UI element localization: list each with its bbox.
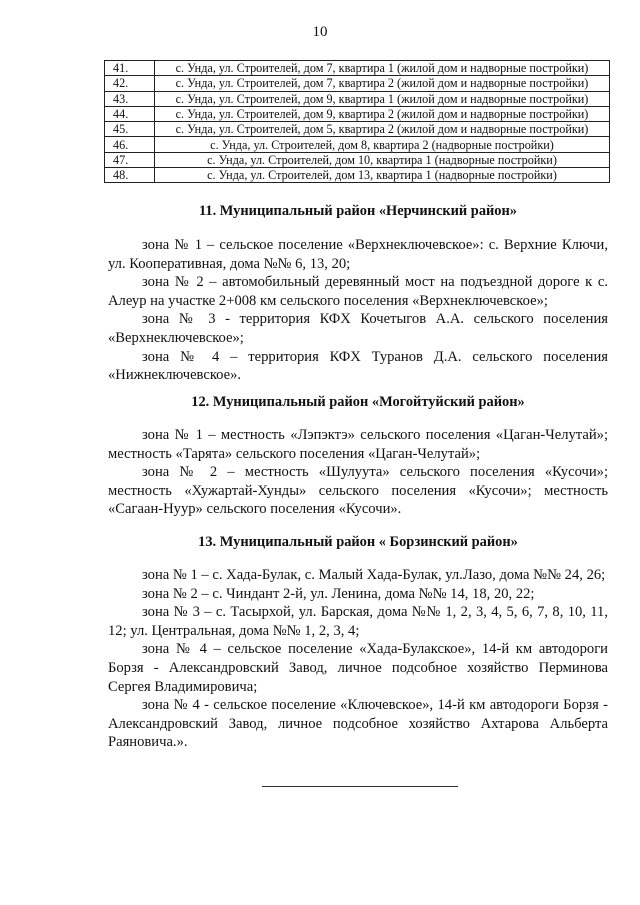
table-row (105, 152, 610, 167)
row-number: 44. (105, 106, 155, 121)
section-13 (108, 533, 608, 551)
zone-paragraph: зона № 2 – местность «Шулуута» сельского поселения «Кусочи»; местность «Хужартай-Хунды» сельского поселения «Кусочи»; местность «Сагаан-Нуур» сельского поселения «Кусочи». (108, 464, 608, 518)
row-address: с. Унда, ул. Строителей, дом 5, квартира 2 (жилой дом и надворные постройки) (155, 122, 610, 137)
zone-paragraph: зона № 4 – территория КФХ Туранов Д.А. сельского поселения «Нижнеключевское». (108, 348, 608, 384)
page-number: 10 (312, 24, 328, 40)
section-heading: 11. Муниципальный район «Нерчинский район» (199, 203, 517, 219)
section-heading: 12. Муниципальный район «Могойтуйский район» (191, 394, 525, 410)
row-address: с. Унда, ул. Строителей, дом 13, квартира 1 (надворные постройки) (155, 168, 610, 183)
row-number: 47. (105, 152, 155, 167)
row-address: с. Унда, ул. Строителей, дом 10, квартира 1 (надворные постройки) (155, 152, 610, 167)
row-address: с. Унда, ул. Строителей, дом 8, квартира 2 (надворные постройки) (155, 137, 610, 152)
table-row (105, 76, 610, 91)
zone-paragraph: зона № 2 – автомобильный деревянный мост на подъездной дороге к с. Алеур на участке 2+008 км сельского поселения «Верхнеключевское»; (108, 274, 608, 309)
table-row (105, 106, 610, 121)
row-number: 45. (105, 122, 155, 137)
section-11-body (108, 236, 608, 385)
zone-paragraph: зона № 3 - территория КФХ Кочетыгов А.А. сельского поселения «Верхнеключевское»; (108, 311, 608, 346)
row-number: 46. (105, 137, 155, 152)
section-11 (108, 202, 608, 220)
table-row (105, 61, 610, 76)
section-12-body (108, 426, 608, 519)
row-address: с. Унда, ул. Строителей, дом 9, квартира 1 (жилой дом и надворные постройки) (155, 91, 610, 106)
zone-paragraph: зона № 2 – с. Чиндант 2-й, ул. Ленина, дома №№ 14, 18, 20, 22; (142, 585, 535, 602)
zone-paragraph: зона № 4 – сельское поселение «Хада-Булакское», 14-й км автодороги Борзя - Александровский Завод, личное подсобное хозяйство Перминова Сергея Владимировича; (108, 641, 608, 695)
row-number: 42. (105, 76, 155, 91)
row-number: 43. (105, 91, 155, 106)
zone-paragraph: зона № 1 – сельское поселение «Верхнеключевское»: с. Верхние Ключи, ул. Кооперативная, дома №№ 6, 13, 20; (108, 237, 608, 272)
row-address: с. Унда, ул. Строителей, дом 7, квартира 1 (жилой дом и надворные постройки) (155, 61, 610, 76)
section-12 (108, 393, 608, 411)
row-address: с. Унда, ул. Строителей, дом 9, квартира 2 (жилой дом и надворные постройки) (155, 106, 610, 121)
zone-paragraph: зона № 4 - сельское поселение «Ключевское», 14-й км автодороги Борзя - Александровский Завод, личное подсобное хозяйство Ахтарова Альберта Раяновича.». (108, 697, 608, 751)
table-row (105, 137, 610, 152)
table-row (105, 122, 610, 137)
section-13-body (108, 566, 608, 752)
zone-paragraph: зона № 1 – с. Хада-Булак, с. Малый Хада-Булак, ул.Лазо, дома №№ 24, 26; (142, 567, 606, 583)
end-rule-divider (262, 786, 458, 787)
section-heading: 13. Муниципальный район « Борзинский район» (198, 534, 518, 550)
zone-paragraph: зона № 1 – местность «Лэпэктэ» сельского поселения «Цаган-Челутай»; местность «Тарята» сельского поселения «Цаган-Челутай»; (108, 427, 608, 462)
row-number: 41. (105, 61, 155, 76)
row-number: 48. (105, 168, 155, 183)
table-row (105, 91, 610, 106)
row-address: с. Унда, ул. Строителей, дом 7, квартира 2 (жилой дом и надворные постройки) (155, 76, 610, 91)
address-table (104, 60, 610, 183)
table-row (105, 168, 610, 183)
zone-paragraph: зона № 3 – с. Тасырхой, ул. Барская, дома №№ 1, 2, 3, 4, 5, 6, 7, 8, 10, 11, 12; ул. Центральная, дома №№ 1, 2, 3, 4; (108, 604, 608, 639)
